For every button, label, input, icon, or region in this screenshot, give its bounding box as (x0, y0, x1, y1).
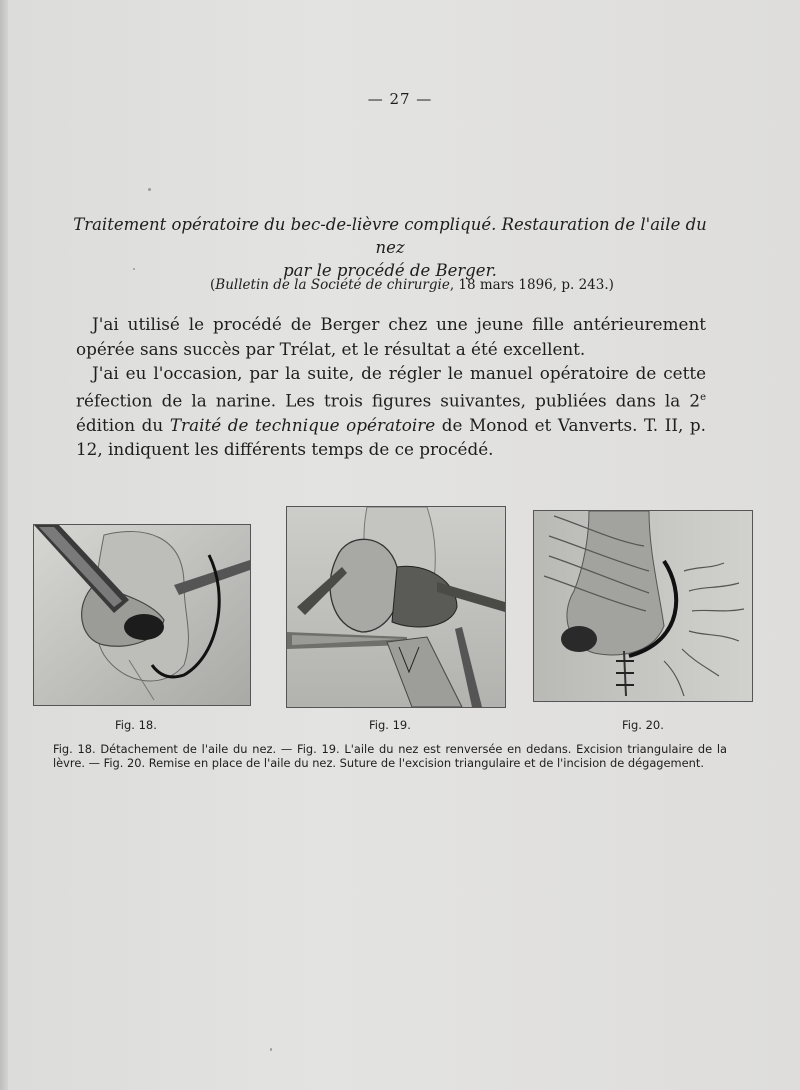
page-edge (0, 0, 8, 1090)
paragraph-2-part-b: édition du (76, 414, 170, 435)
paper-speck (148, 188, 151, 191)
paragraph-2 (76, 361, 706, 462)
citation (210, 277, 614, 293)
body-text (76, 312, 706, 462)
figure-19-label: Fig. 19. (369, 718, 411, 732)
paragraph-2-part-c: de Monod et Vanverts. T. II, p. 12, indiquent les différents temps de ce procédé. (76, 414, 707, 460)
figure-20-illustration (533, 510, 753, 702)
figure-legend: Fig. 18. Détachement de l'aile du nez. — Fig. 19. L'aile du nez est renversée en dedans. Excision triangulaire de la lèvre. — Fig. 20. Remise en place de l'aile du nez. Suture de l'excision triangulaire et de l'incision de dégagement. (53, 742, 727, 770)
citation-journal: Bulletin de la Société de chirurgie (215, 277, 450, 293)
citation-rest: , 18 mars 1896, p. 243.) (449, 277, 614, 293)
article-title (70, 213, 710, 282)
figure-18-illustration (33, 524, 251, 706)
paragraph-2-part-a: J'ai eu l'occasion, par la suite, de régler le manuel opératoire de cette réfection de la narine. Les trois figures suivantes, publiées dans la 2 (76, 363, 706, 411)
figure-20-label: Fig. 20. (622, 718, 664, 732)
title-line-1: Traitement opératoire du bec-de-lièvre compliqué. Restauration de l'aile du nez (73, 215, 707, 257)
superscript-e: e (700, 391, 706, 403)
figure-19-illustration (286, 506, 506, 708)
citation-open: ( (210, 277, 216, 293)
page-number: — 27 — (367, 90, 433, 108)
paper-speck (270, 1048, 272, 1051)
paragraph-1: J'ai utilisé le procédé de Berger chez une jeune fille antérieurement opérée sans succès par Trélat, et le résultat a été excellent. (76, 314, 706, 359)
book-title: Traité de technique opératoire (169, 414, 436, 435)
figure-18-label: Fig. 18. (115, 718, 157, 732)
title-line-2: par le procédé de Berger. (283, 261, 497, 280)
